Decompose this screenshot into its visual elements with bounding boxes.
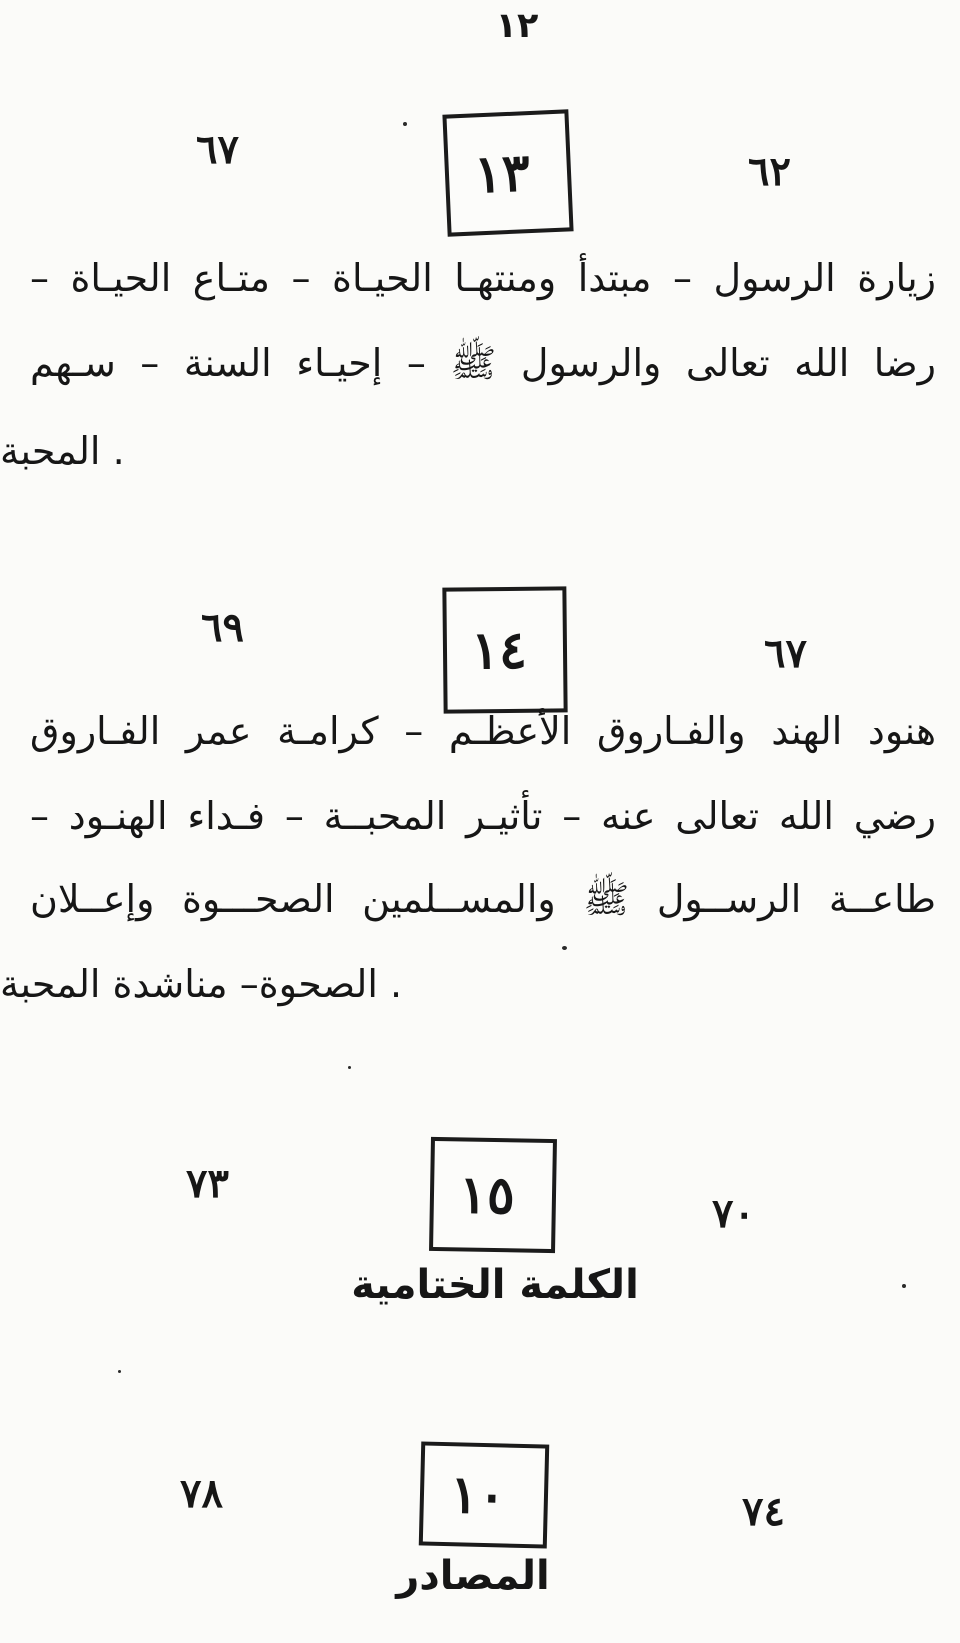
chapter-13-box — [442, 109, 573, 236]
chapter-16-title: المصادر — [396, 1553, 550, 1599]
chapter-13-end-page: ٦٧ — [196, 126, 239, 173]
chapter-14-box — [442, 586, 567, 713]
chapter-16-start-page: ٧٤ — [742, 1488, 785, 1535]
scan-noise-speck — [118, 1370, 121, 1373]
chapter-14-number: ١٤ — [470, 619, 528, 681]
chapter-13-number: ١٣ — [472, 141, 532, 205]
scan-noise-speck — [403, 122, 407, 126]
chapter-13-topics-line-1: زيارة الرسول – مبتدأ ومنتهـا الحيـاة – متـاع الحيـاة – — [30, 256, 936, 300]
chapter-15-end-page: ٧٣ — [186, 1160, 229, 1207]
chapter-14-topics-line-3: طاعــة الرســول ﷺ والمســلمين الصحـــوة وإعــلان — [30, 877, 936, 921]
scan-noise-speck — [348, 1066, 351, 1069]
chapter-14-end-page: ٦٩ — [201, 604, 244, 651]
chapter-15-number: ١٥ — [458, 1163, 516, 1226]
page-number: ١٢ — [495, 6, 539, 46]
chapter-15-title: الكلمة الختامية — [351, 1262, 639, 1308]
chapter-16-box — [419, 1441, 550, 1548]
chapter-15-box — [429, 1137, 557, 1253]
chapter-14-topics-line-4: الصحوة– مناشدة المحبة . — [0, 962, 403, 1006]
scan-noise-speck — [902, 1284, 906, 1288]
chapter-13-start-page: ٦٢ — [748, 148, 791, 195]
chapter-13-topics-line-2: رضا الله تعالى والرسول ﷺ – إحيـاء السنة – سـهم — [30, 341, 936, 385]
chapter-15-start-page: ٧٠ — [712, 1190, 755, 1237]
scan-noise-speck — [562, 946, 567, 950]
chapter-14-start-page: ٦٧ — [764, 630, 807, 677]
chapter-14-topics-line-2: رضي الله تعالى عنه – تأثيـر المحبــة – فـداء الهنـود – — [30, 794, 936, 838]
chapter-14-topics-line-1: هنود الهند والفـاروق الأعظـم – كرامـة عمر الفـاروق — [30, 709, 936, 753]
chapter-16-end-page: ٧٨ — [180, 1470, 223, 1517]
chapter-13-topics-line-3: المحبة . — [0, 429, 125, 473]
chapter-16-number: ١٠ — [449, 1463, 507, 1527]
